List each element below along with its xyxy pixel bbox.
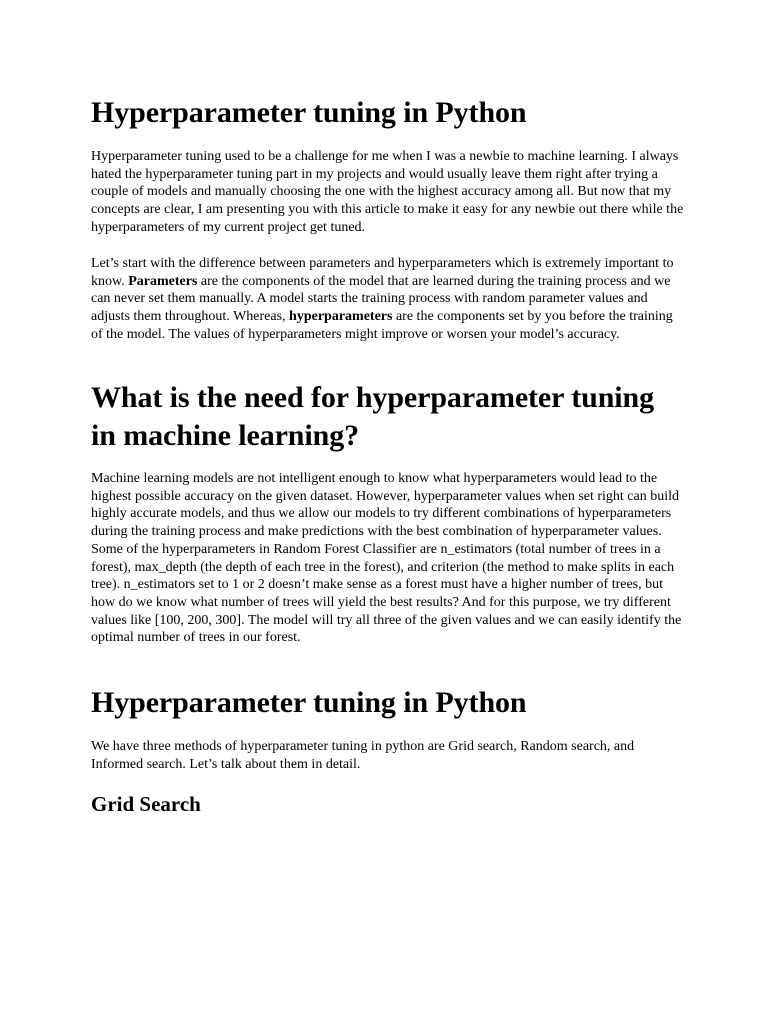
intro2-text-2: are the components of the model that are learned during the training process and we can never set them manually. A model starts the training process with random parameter values and adjusts them throughout. Whereas, [91,273,671,325]
section-heading-python: Hyperparameter tuning in Python [91,686,527,719]
parameters-term: Parameters [128,273,198,289]
section-need-paragraph: Machine learning models are not intelligent enough to know what hyperparameters would lead to the highest possible accuracy on the given dataset. However, hyperparameter values when set right can build highly accurate models, and thus we allow our models to try different combinations of hyperparameters during the training process and make predictions with the best combination of hyperparameter values. Some of the hyperparameters in Random Forest Classifier are n_estimators (total number of trees in a forest), max_depth (the depth of each tree in the forest), and criterion (the method to make splits in each tree). n_estimators set to 1 or 2 doesn’t make sense as a forest must have a higher number of trees, but how do we know what number of trees will yield the best results? And for this purpose, we try different values like [100, 200, 300]. The model will try all three of the given values and we can easily identify the optimal number of trees in our forest. [91,471,682,646]
intro2-text-1: Let’s start with the difference between parameters and hyperparameters which is extremely important to know. [91,256,674,289]
article-title: Hyperparameter tuning in Python [91,96,527,129]
intro2-text-3: are the components set by you before the training of the model. The values of hyperparameters might improve or worsen your model’s accuracy. [91,309,673,342]
intro-paragraph-1: Hyperparameter tuning used to be a challenge for me when I was a newbie to machine learning. I always hated the hyperparameter tuning part in my projects and would usually leave them right after trying a couple of models and manually choosing the one with the highest accuracy among all. But now that my concepts are clear, I am presenting you with this article to make it easy for any newbie out there while the hyperparameters of my current project get tuned. [91,149,684,235]
hyperparameters-term: hyperparameters [289,309,393,325]
subsection-heading-grid-search: Grid Search [91,792,201,816]
section-heading-need: What is the need for hyperparameter tuning in machine learning? [91,381,655,452]
intro-paragraph-2 [91,255,686,344]
section-python-paragraph: We have three methods of hyperparameter tuning in python are Grid search, Random search, and Informed search. Let’s talk about them in detail. [91,739,635,772]
